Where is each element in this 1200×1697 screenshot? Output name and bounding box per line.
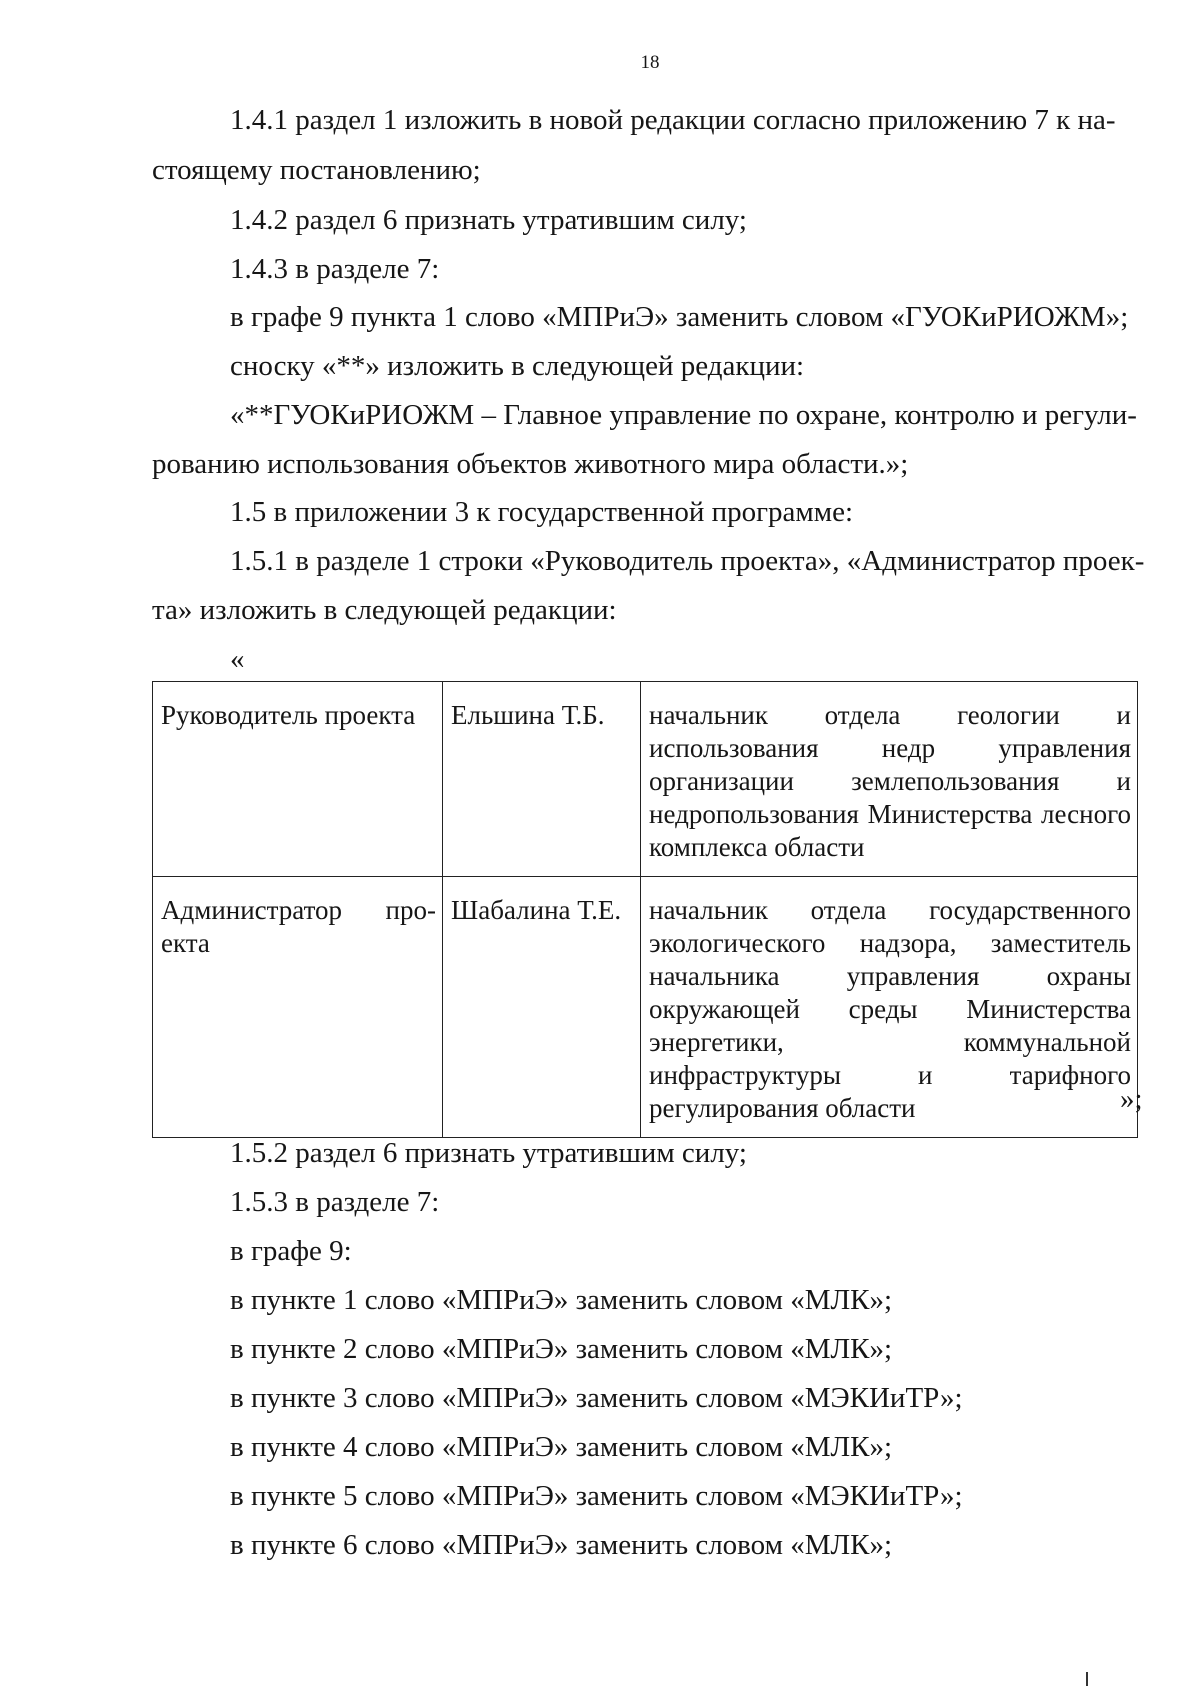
role-label-part-3: екта	[161, 928, 210, 958]
name-cell	[443, 682, 641, 877]
role-label-part-2: про-	[385, 895, 436, 925]
paragraph-punkt-1: в пункте 1 слово «МПРиЭ» заменить словом «МЛК»;	[230, 1284, 893, 1316]
paragraph-1-5-1-line-2: та» изложить в следующей редакции:	[152, 594, 617, 626]
person-name: Ельшина Т.Б.	[451, 700, 605, 730]
paragraph-1-4-2: 1.4.2 раздел 6 признать утратившим силу;	[230, 204, 747, 236]
paragraph-punkt-2: в пункте 2 слово «МПРиЭ» заменить словом «МЛК»;	[230, 1333, 893, 1365]
project-roles-table	[152, 681, 1138, 1138]
scan-margin-mark	[1086, 1672, 1088, 1686]
position-text: начальник отдела государственного экологического надзора, заместитель начальника управления охраны окружающей среды Министерства энергетики, коммунальной инфраструктуры и тарифного регулирования области	[649, 895, 1131, 1123]
role-label: Руководитель проекта	[161, 700, 416, 730]
table-row	[153, 877, 1138, 1138]
paragraph-1-5-2: 1.5.2 раздел 6 признать утратившим силу;	[230, 1137, 747, 1169]
paragraph-punkt-3: в пункте 3 слово «МПРиЭ» заменить словом «МЭКИиТР»;	[230, 1382, 963, 1414]
footnote-line-2: рованию использования объектов животного мира области.»;	[152, 448, 909, 480]
paragraph-punkt-4: в пункте 4 слово «МПРиЭ» заменить словом «МЛК»;	[230, 1431, 893, 1463]
paragraph-punkt-6: в пункте 6 слово «МПРиЭ» заменить словом «МЛК»;	[230, 1529, 893, 1561]
close-quote: »;	[1120, 1083, 1143, 1115]
paragraph-graf-9: в графе 9:	[230, 1235, 352, 1267]
paragraph-1-5-1-line-1: 1.5.1 в разделе 1 строки «Руководитель проекта», «Администратор проек-	[230, 545, 1145, 577]
paragraph-1-4-1-line-2: стоящему постановлению;	[152, 154, 481, 186]
paragraph-1-4-3-graf: в графе 9 пункта 1 слово «МПРиЭ» заменить словом «ГУОКиРИОЖМ»;	[230, 301, 1129, 333]
paragraph-1-4-3-snoska: сноску «**» изложить в следующей редакции:	[230, 350, 805, 382]
position-cell	[641, 682, 1138, 877]
paragraph-1-5-3: 1.5.3 в разделе 7:	[230, 1186, 440, 1218]
position-cell	[641, 877, 1138, 1138]
table-row	[153, 682, 1138, 877]
position-text: начальник отдела геологии и использования недр управления организации землепользования и недропользования Министерства лесного комплекса области	[649, 700, 1131, 862]
paragraph-1-5: 1.5 в приложении 3 к государственной программе:	[230, 496, 854, 528]
name-cell	[443, 877, 641, 1138]
footnote-line-1: «**ГУОКиРИОЖМ – Главное управление по охране, контролю и регули-	[230, 399, 1137, 431]
open-quote: «	[230, 643, 245, 675]
paragraph-1-4-1-line-1: 1.4.1 раздел 1 изложить в новой редакции согласно приложению 7 к на-	[230, 104, 1116, 136]
page-number: 18	[640, 52, 660, 73]
role-cell	[153, 877, 443, 1138]
role-label-part-1: Администратор	[161, 895, 343, 925]
person-name: Шабалина Т.Е.	[451, 895, 622, 925]
paragraph-punkt-5: в пункте 5 слово «МПРиЭ» заменить словом «МЭКИиТР»;	[230, 1480, 963, 1512]
paragraph-1-4-3: 1.4.3 в разделе 7:	[230, 253, 440, 285]
role-cell	[153, 682, 443, 877]
